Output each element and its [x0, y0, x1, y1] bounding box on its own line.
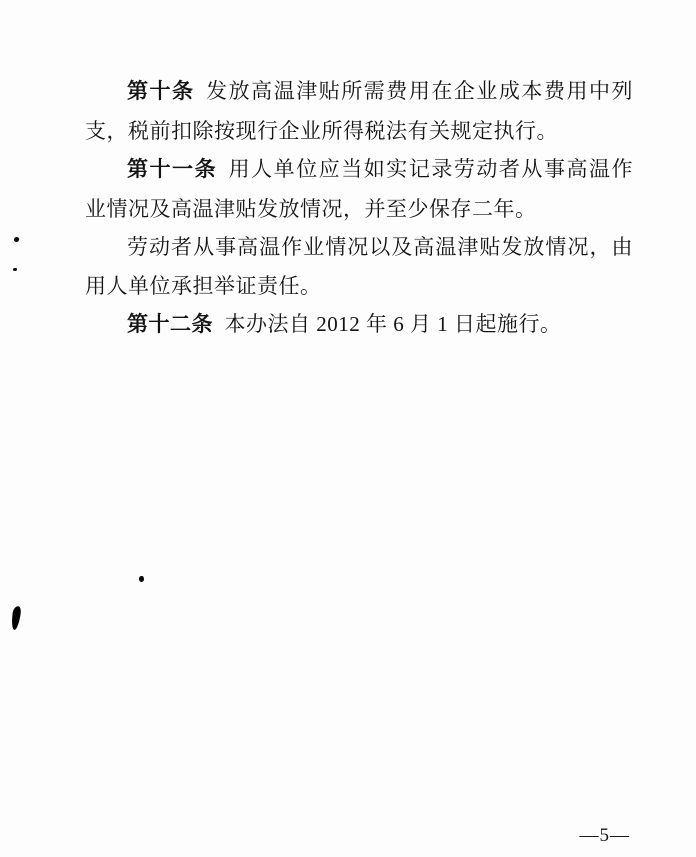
scan-speck: [139, 576, 145, 583]
document-body: [85, 72, 633, 345]
article-10-paragraph: [85, 72, 633, 150]
scan-ink-blob: [10, 606, 21, 631]
article-11-term: 第十一条: [127, 158, 218, 181]
article-11-paragraph: [85, 150, 633, 228]
burden-of-proof-paragraph: [85, 228, 633, 305]
article-12-paragraph: [85, 305, 633, 345]
article-10-text: 发放高温津贴所需费用在企业成本费用中列支，税前扣除按现行企业所得税法有关规定执行。: [85, 79, 634, 143]
scan-speck: [13, 236, 19, 242]
article-11-text: 用人单位应当如实记录劳动者从事高温作业情况及高温津贴发放情况，并至少保存二年。: [85, 157, 634, 221]
article-12-term: 第十二条: [127, 313, 213, 336]
burden-of-proof-text: 劳动者从事高温作业情况以及高温津贴发放情况，由用人单位承担举证责任。: [85, 235, 633, 298]
article-12-text: 本办法自 2012 年 6 月 1 日起施行。: [224, 312, 562, 336]
page-number: —5—: [579, 825, 630, 846]
scan-speck: [13, 268, 17, 271]
article-10-term: 第十条: [127, 80, 195, 103]
